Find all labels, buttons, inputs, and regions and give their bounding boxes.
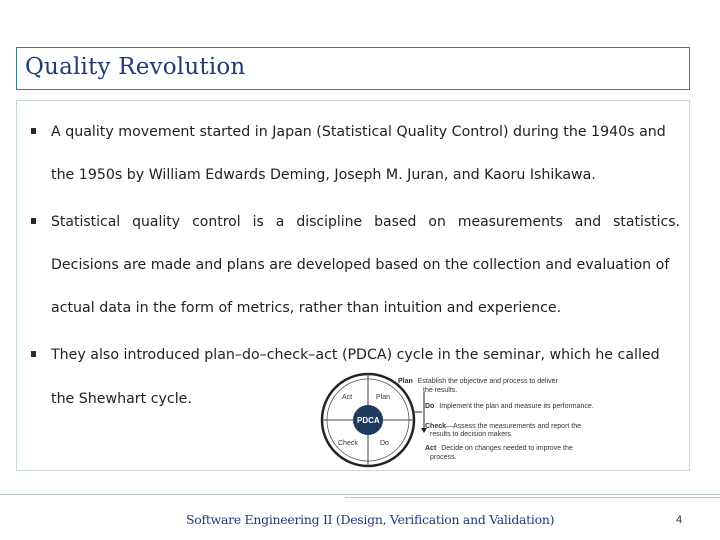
footer-divider: [0, 494, 720, 495]
word: on: [428, 214, 446, 230]
word: statistics.: [613, 214, 680, 230]
word: is: [252, 214, 264, 230]
word: based: [374, 214, 417, 230]
legend-text: Implement the plan and measure its performance.: [439, 403, 594, 410]
legend-key: Act: [425, 445, 437, 452]
pdca-legend-do: [425, 403, 594, 410]
footer-divider-accent: [345, 497, 720, 498]
legend-key: Plan: [398, 378, 413, 385]
slide-title: Quality Revolution: [25, 54, 246, 80]
word: quality: [132, 214, 181, 230]
footer-course-title: Software Engineering II (Design, Verification and Validation): [186, 512, 555, 527]
word: a: [275, 214, 285, 230]
word: Statistical: [51, 214, 121, 230]
bullet-2-line-1: [51, 214, 680, 230]
pdca-quadrant-act: Act: [342, 394, 353, 401]
bullet-2-line-2: Decisions are made and plans are developed based on the collection and evaluation of: [51, 257, 670, 273]
legend-text: Decide on changes needed to improve the: [441, 445, 573, 452]
title-box: [16, 47, 690, 90]
pdca-legend-act-cont: process.: [430, 454, 457, 461]
legend-text: —Assess the measurements and report the: [446, 423, 582, 430]
legend-text: Establish the objective and process to deliver: [417, 378, 558, 385]
pdca-legend-check: [425, 423, 581, 430]
bullet-marker-2: [31, 218, 36, 224]
pdca-legend-act: [425, 445, 573, 452]
pdca-legend-check-cont: results to decision makers.: [430, 431, 513, 438]
pdca-legend-plan: [398, 378, 558, 385]
word: and: [574, 214, 602, 230]
bullet-1-line-1: A quality movement started in Japan (Statistical Quality Control) during the 1940s and: [51, 124, 666, 140]
pdca-center-label: PDCA: [357, 416, 380, 425]
bullet-3-line-1: They also introduced plan–do–check–act (PDCA) cycle in the seminar, which he called: [51, 347, 660, 363]
pdca-legend-plan-cont: the results.: [423, 387, 458, 394]
bullet-marker-3: [31, 351, 36, 357]
pdca-quadrant-do: Do: [380, 440, 389, 447]
legend-key: Do: [425, 403, 435, 410]
word: control: [192, 214, 241, 230]
bullet-3-line-2: the Shewhart cycle.: [51, 391, 192, 407]
bullet-2-line-3: actual data in the form of metrics, rather than intuition and experience.: [51, 300, 562, 316]
bullet-marker-1: [31, 128, 36, 134]
pdca-diagram: [318, 372, 618, 468]
word: measurements: [457, 214, 563, 230]
bullet-1-line-2: the 1950s by William Edwards Deming, Joseph M. Juran, and Kaoru Ishikawa.: [51, 167, 596, 183]
word: discipline: [296, 214, 363, 230]
page-number: 4: [676, 514, 683, 526]
pdca-quadrant-plan: Plan: [376, 394, 391, 401]
pdca-quadrant-check: Check: [338, 440, 358, 447]
legend-key: Check: [425, 423, 447, 430]
